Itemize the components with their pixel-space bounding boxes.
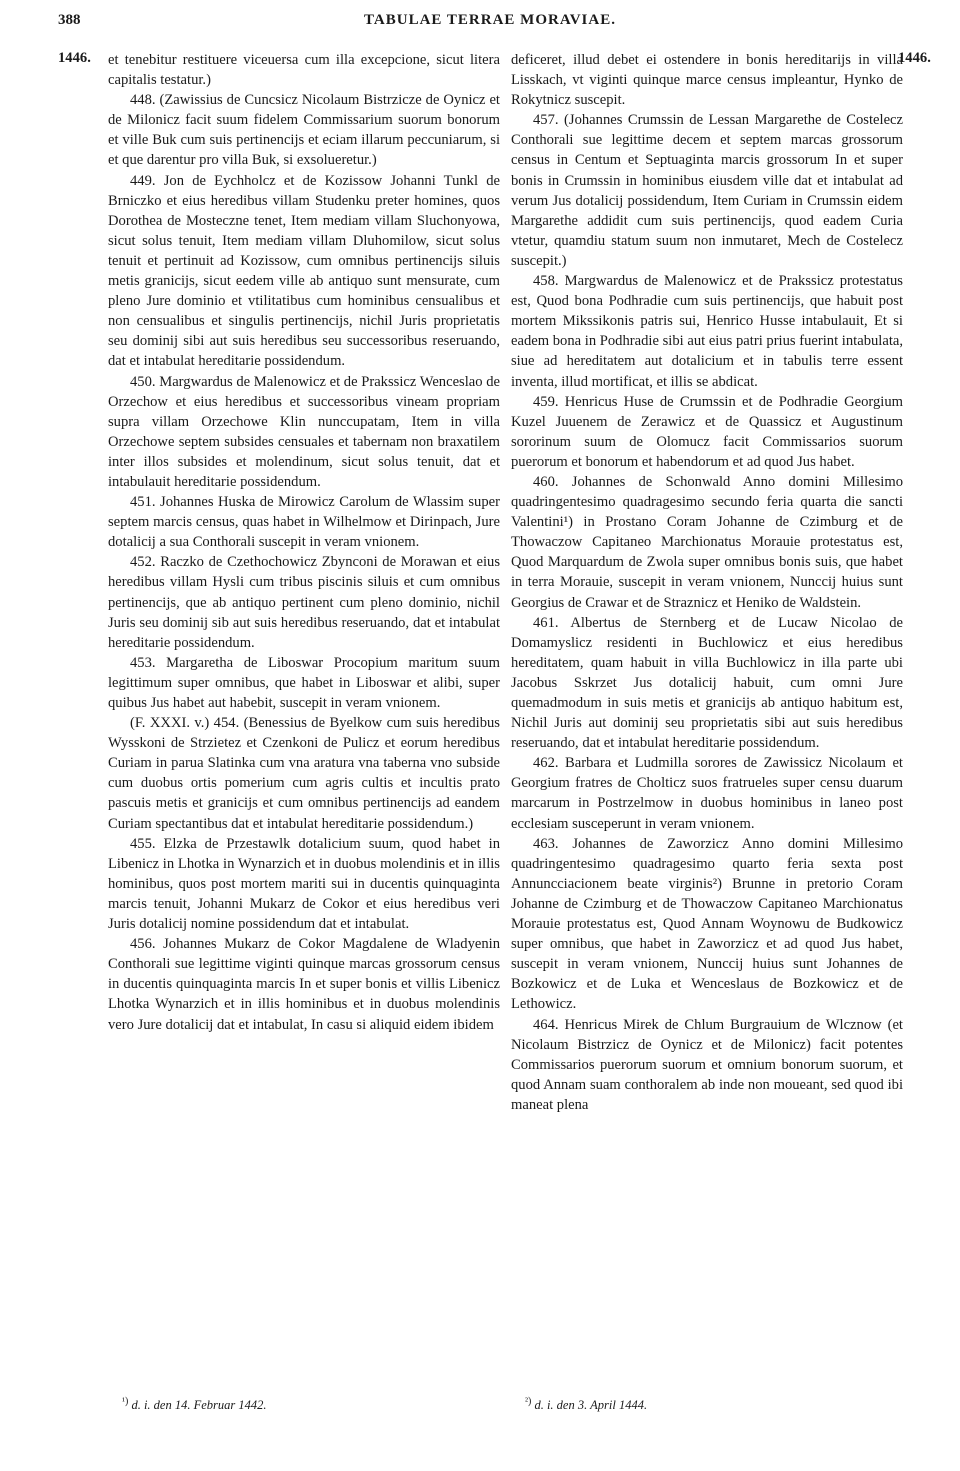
entry-number: 464. — [533, 1016, 559, 1033]
entry-number: 448. — [130, 92, 156, 109]
entry-paragraph — [108, 50, 500, 90]
right-column — [511, 50, 903, 1115]
entry-text: Margwardus de Malenowicz et de Prakssicz protestatus est, Quod bona Podhradie cum suis pertinencijs, que habuit post mortem Mikssikonis patris sui, Henrico Husse intabulauit, Et si eadem bona in Podhradie sibi aut eius patri prius fuerint intabulata, siue ad hereditatem aut dotalicium et in tabulis terre essent inventa, illud mortificat, et illis se abdicat. — [511, 273, 903, 390]
footnote-right — [525, 1396, 647, 1413]
footnote-mark: ²) — [525, 1396, 532, 1407]
entry-text: Albertus de Sternberg et de Lucaw Nicolao de Domamyslicz residenti in Buchlowicz et eius heredibus hereditatem, quam habuit in villa Buchlowicz in illa parte ubi Jacobus Sskrzet Jus dotalicij habuit, cum omni Jure quemadmodum in suis metis et granicijs ab antiquo habitum est, Nichil Juris aut dominij seu proprietatis sibi aut suis heredibus reseruando, dat et intabulat hereditarie possidendum. — [511, 614, 904, 752]
entry-number: 450. — [130, 373, 156, 390]
entry-number: 451. — [130, 494, 156, 511]
entry-paragraph — [108, 372, 500, 493]
entry-text: Johannes de Schonwald Anno domini Millesimo quadringentesimo quadragesimo secundo feria quarta die sancti Valentini¹) in Prostano Coram Johanne de Czimburg et de Thowaczow Capitaneo Marchionatus Morauie protestatus est, Quod Marquardum de Zwola super omnibus bonis suis, que habet in terra Morauie, suscepit in veram vnionem, Nunccij huius sunt Georgius de Crawar et de Straznicz et Heniko de Waldstein. — [511, 473, 903, 611]
entry-text: Raczko de Czethochowicz Zbynconi de Morawan et eius heredibus villam Hysli cum tribus piscinis siluis et cum omnibus pertinencijs, que ab antiquo pertinent cum pleno dominio, nichil Juris seu dominij sib aut suis heredibus reseruando, dat et intabulat hereditarie possidendum. — [108, 554, 500, 651]
entry-paragraph — [511, 1015, 903, 1115]
margin-year-left: 1446. — [58, 50, 91, 66]
entry-paragraph — [511, 50, 903, 110]
entry-paragraph — [108, 834, 500, 934]
entry-number: 461. — [533, 614, 559, 631]
running-title: TABULAE TERRAE MORAVIAE. — [364, 12, 616, 28]
entry-paragraph — [511, 110, 903, 271]
footnote-left — [122, 1396, 267, 1413]
footnote-text: d. i. den 3. April 1444. — [534, 1398, 648, 1413]
left-column — [108, 50, 500, 1035]
page-number: 388 — [58, 12, 81, 28]
entry-paragraph — [511, 613, 903, 754]
entry-text: (Benessius de Byelkow cum suis heredibus Wysskoni de Strzietez et Czenkoni de Pulicz et eorum heredibus Curiam in parua Slatinka cum vna aratura vna taberna vno subside cum duobus ortis pomerium cum agris cultis et incultis prato pascuis metis et granicijs et cum omnibus pertinencijs ad eandem Curiam spectantibus dat et intabulat hereditarie possidendum.) — [108, 715, 500, 832]
entry-text: Jon de Eychholcz et de Kozissow Johanni Tunkl de Brniczko et eius heredibus villam Studenku preter homines, quos Dorothea de Mosteczne tenet, Item mediam villam Sluchonyowa, sicut solus tenuit, Item mediam villam Dluhomilow, sicut solus tenuit et pertinuit ad Kozissow, cum omnibus pertinencijs siluis metis granicijs, sicut eedem ville ab antiquo sunt mensurate, cum pleno Jure dominio et vtilitatibus cum hominibus censualibus et non censualibus et singulis pertinencijs, nichil Juris proprietatis seu dominij sibi aut suis heredibus seu successoribus reseruando, dat et intabulat hereditarie possidendum. — [108, 172, 500, 370]
entry-number: 458. — [533, 273, 559, 290]
entry-paragraph — [511, 753, 903, 833]
page-header — [58, 12, 922, 36]
footnote-text: d. i. den 14. Februar 1442. — [131, 1398, 267, 1413]
entry-paragraph — [511, 271, 903, 392]
entry-paragraph — [108, 653, 500, 713]
entry-text: Johannes Huska de Mirowicz Carolum de Wlassim super septem marcis census, quas habet in Wilhelmow et Dirinpach, Jure dotalicij a sua Conthorali suscepit in veram vnionem. — [108, 494, 500, 551]
entry-paragraph — [108, 713, 500, 834]
entry-text: Johannes Mukarz de Cokor Magdalene de Wladyenin Conthorali sue legittime viginti quinque marcas grossorum census in ducentis quinquaginta marcis In et super bonis et villis Libenicz Lhotka Wynarzich et in illis hominibus et in duobus molendinis vero Jure dotalicij dat et intabulat, In casu si aliquid eidem ibidem — [108, 936, 500, 1033]
entry-number: 455. — [130, 835, 156, 852]
entry-text: Barbara et Ludmilla sorores de Zawissicz Nicolaum et Georgium fratres de Cholticz suos fratrueles super censu duarum marcarum in Postrzelmow in duobus hominibus in laneo post ecclesiam susceperunt in veram vnionem. — [511, 755, 903, 832]
entry-text: Henricus Mirek de Chlum Burgrauium de Wlcznow (et Nicolaum Bistrzicz de Oynicz et de Milonicz) facit potentes Commissarios puerorum suorum et omnium bonorum suorum, et quod Annam suam conthoralem ab inde non moueant, sed quod ibi maneat plena — [511, 1016, 903, 1113]
entry-paragraph — [108, 934, 500, 1034]
entry-paragraph — [108, 171, 500, 372]
entry-paragraph — [511, 834, 903, 1015]
entry-paragraph — [108, 90, 500, 170]
entry-text: Johannes de Zaworzicz Anno domini Millesimo quadringentesimo quadragesimo quarto feria sexta post Annuncciacionem beate virginis²) Brunne in pretorio Coram Johanne de Czimburg et de Thowaczow Capitaneo Marchionatus Morauie protestatus est, Quod Annam Woynowu de Budkowicz super omnibus, que habet in Zaworzicz et ad quod Jus habet, suscepit in veram vnionem, Nunccij huius sunt Johannes de Bozkowicz et de Luka et Wenceslaus de Bozkowicz et de Lethowicz. — [511, 835, 903, 1013]
entry-text: Margwardus de Malenowicz et de Prakssicz Wenceslao de Orzechow et eius heredibus et successoribus vineam propriam supra villam Orzechowe Klin nunccupatam, Item in villa Orzechowe septem subsides censuales et tabernam non braxatilem inter illos subsides et molendinum, sicut solus tenuit, dat et intabulauit hereditarie possidendum. — [108, 373, 501, 490]
entry-paragraph — [511, 392, 903, 472]
entry-text: Elzka de Przestawlk dotalicium suum, quod habet in Libenicz in Lhotka in Wynarzich et in duobus molendinis et in illis hominibus, quos post mortem mariti sui in ducentis quinquaginta marcis tenuit, Johanni Mukarz de Cokor et eius heredibus veri Juris dotalicij nomine possidendum dat et intabulat. — [108, 835, 500, 933]
entry-text: et tenebitur restituere viceuersa cum illa excepcione, sicut litera capitalis testatur.) — [108, 52, 500, 89]
entry-number: 457. — [533, 112, 559, 129]
entry-paragraph — [511, 472, 903, 613]
entry-paragraph — [108, 552, 500, 652]
margin-year-right: 1446. — [898, 50, 931, 66]
entry-number: 459. — [533, 393, 559, 410]
entry-number: 452. — [130, 554, 156, 571]
footnote-mark: ¹) — [122, 1396, 129, 1407]
entry-number: 460. — [533, 473, 559, 490]
entry-number: 462. — [533, 755, 559, 772]
entry-number: 456. — [130, 936, 156, 953]
entry-text: Margaretha de Liboswar Procopium maritum suum legittimum super omnibus, que habet in Liboswar et alibi, super quibus Jus habet aut habebit, suscepit in veram vnionem. — [108, 654, 500, 711]
entry-text: (Zawissius de Cuncsicz Nicolaum Bistrzicze de Oynicz et de Milonicz facit suum fidelem Commissarium suorum bonorum et ville Buk cum suis pertinencijs et eciam illarum peccuniarum, si et que darentur pro villa Buk, si exsolueretur.) — [108, 92, 500, 169]
entry-text: (Johannes Crumssin de Lessan Margarethe de Costelecz Conthorali sue legittime decem et septem marcas grossorum census in Centum et Septuaginta marcis grossorum In et super bonis in Crumssin in hominibus eiusdem ville dat et intabulat ad verum Jus dotalicij possidendum, Item Curiam in Crumssin eidem Margarethe addidit cum suis pertinencijs, quod eadem Curia vtetur, quamdiu statum suum non inmutaret, Mech de Costelecz suscepit.) — [511, 112, 903, 269]
entry-number: 463. — [533, 835, 559, 852]
entry-paragraph — [108, 492, 500, 552]
entry-number: (F. XXXI. v.) 454. — [130, 715, 240, 732]
entry-number: 453. — [130, 654, 156, 671]
entry-text: Henricus Huse de Crumssin et de Podhradie Georgium Kuzel Juuenem de Zerawicz et de Quassicz et Augustinum sororinum suum de Olomucz facit Commissarios suorum puerorum et bonorum et habendorum et ad quod Jus habet. — [511, 393, 903, 470]
entry-number: 449. — [130, 172, 156, 189]
entry-text: deficeret, illud debet ei ostendere in bonis hereditarijs in villa Lisskach, vt viginti quinque marce census impleantur, Hynko de Rokytnicz suscepit. — [511, 52, 903, 109]
